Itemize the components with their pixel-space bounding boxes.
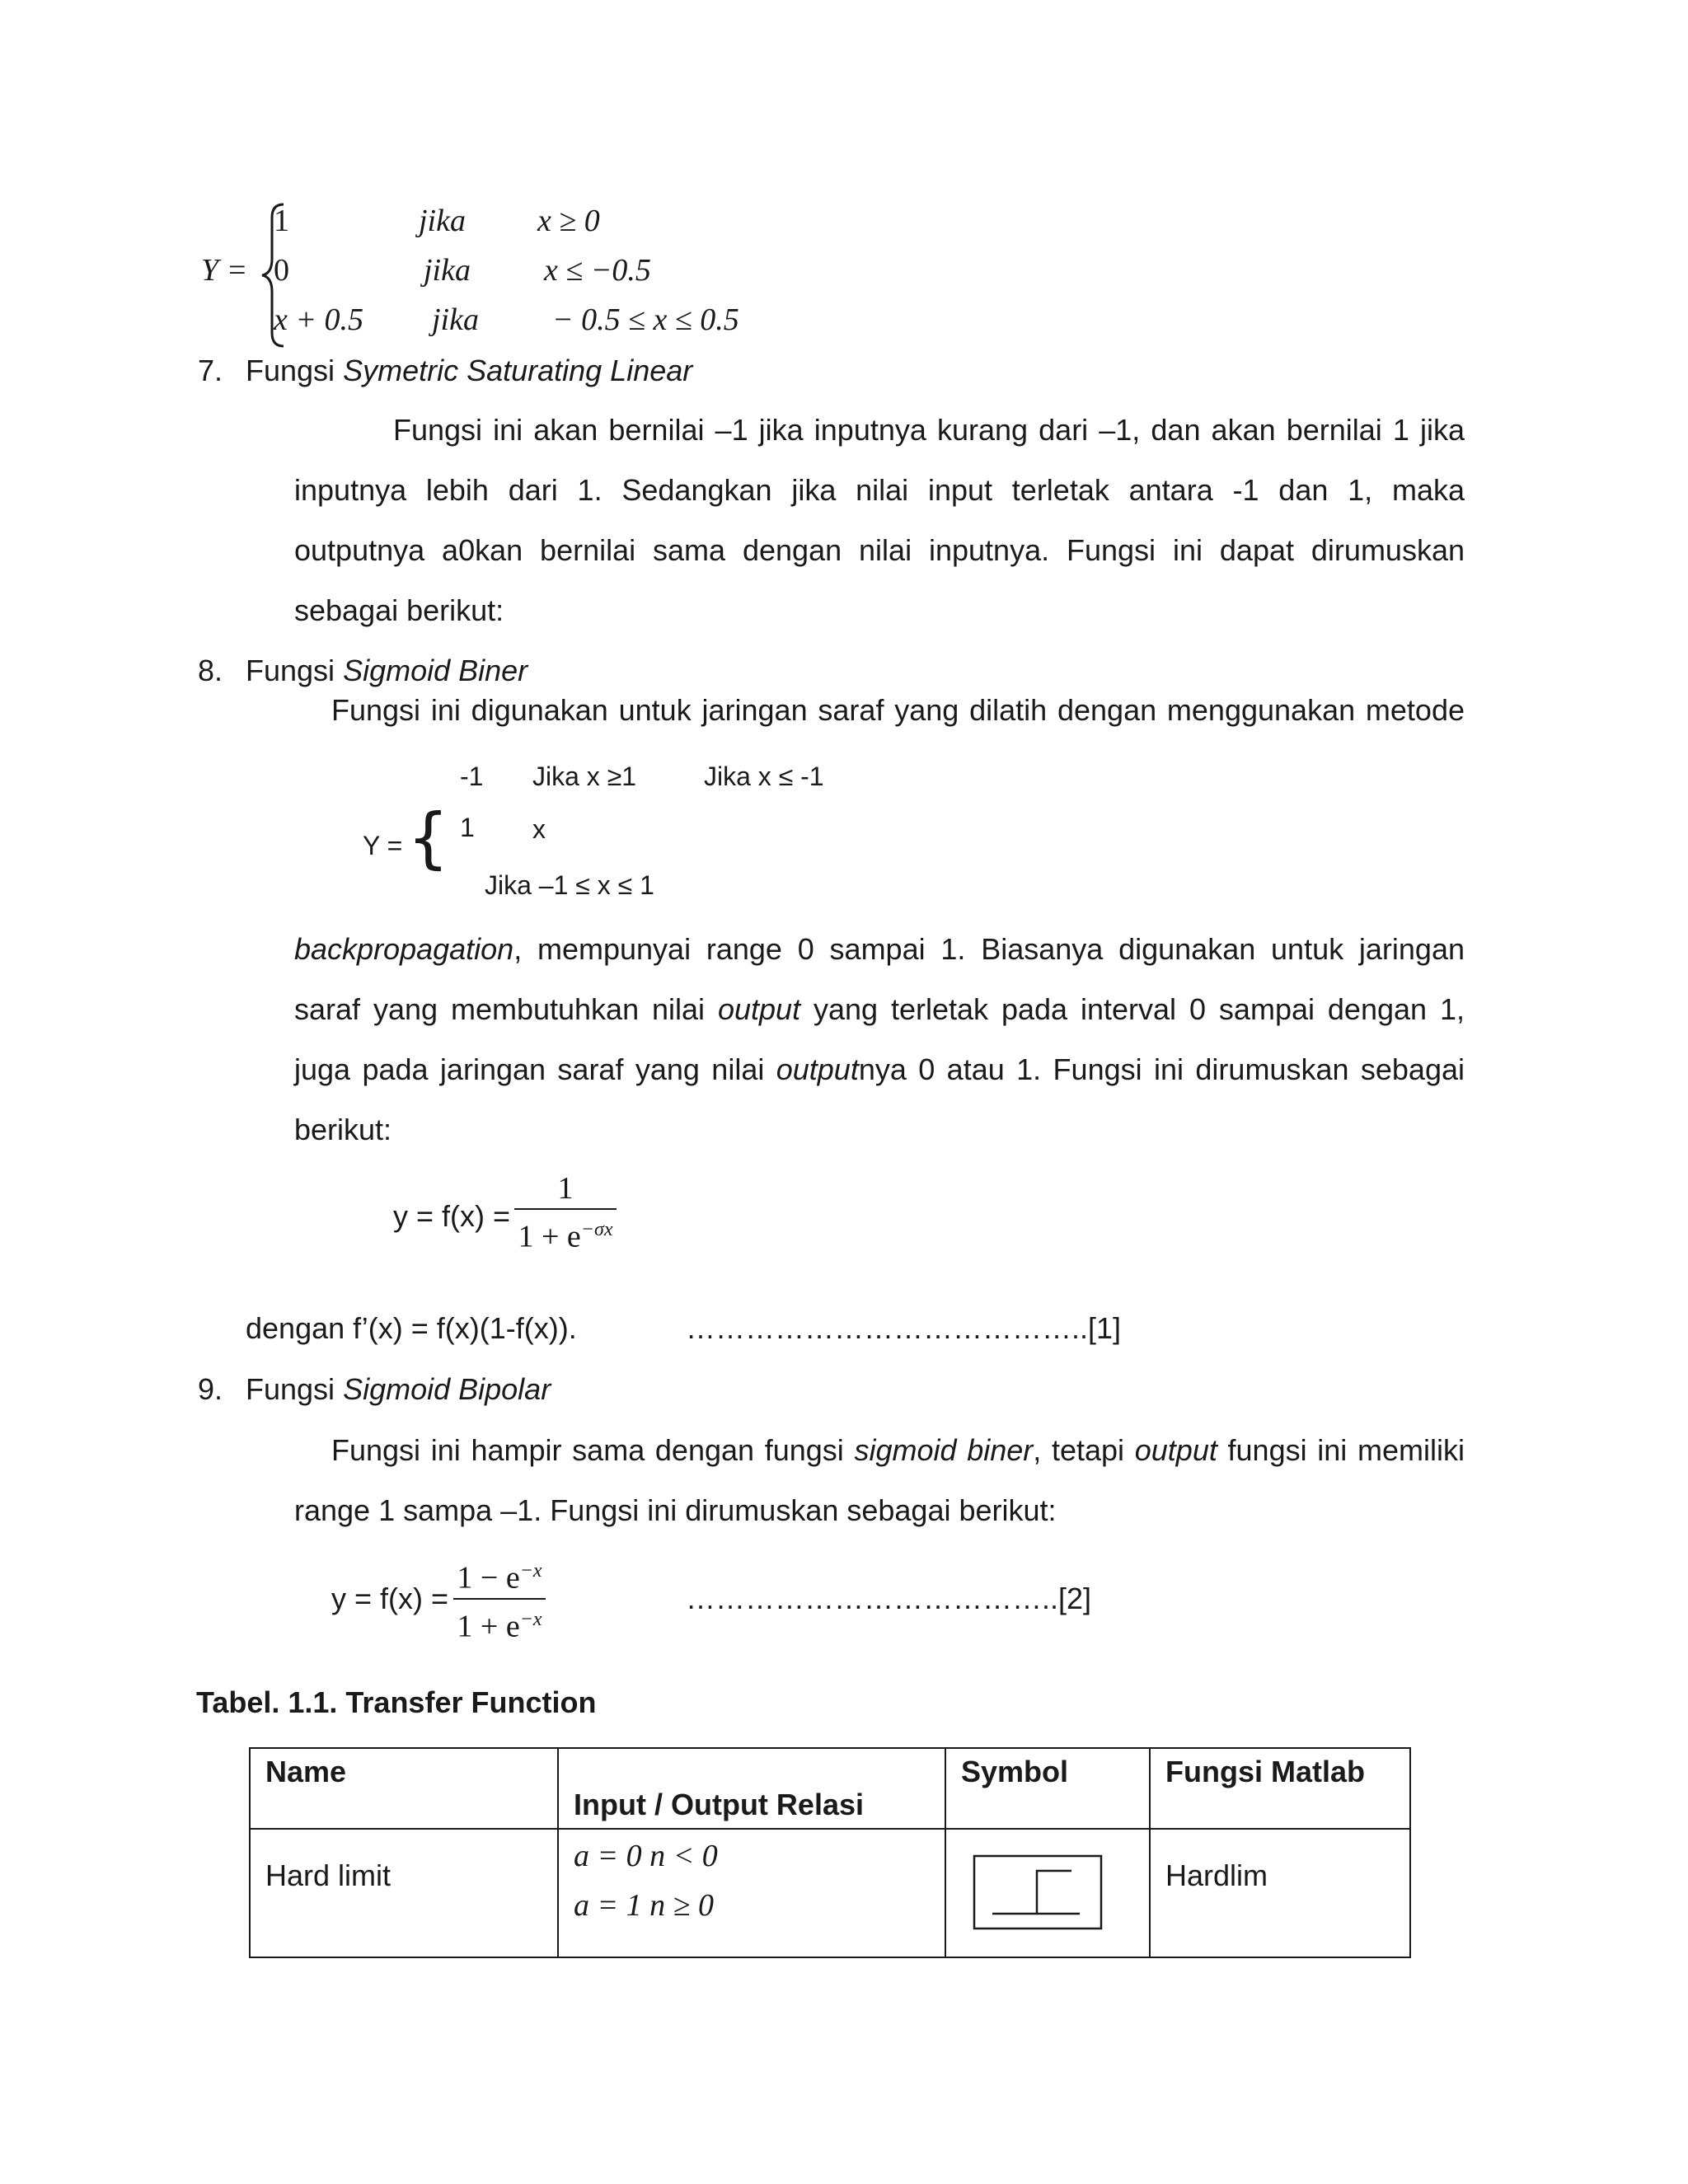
eq1-row3-value: x + 0.5: [274, 302, 364, 337]
eq1-row1-value: 1: [274, 204, 289, 238]
header-matlab: Fungsi Matlab: [1150, 1748, 1410, 1829]
header-symbol: Symbol: [945, 1748, 1150, 1829]
eq1-row3-word: jika: [432, 302, 479, 337]
eq1-row2-value: 0: [274, 253, 289, 288]
hard-limit-step-icon: [973, 1854, 1104, 1930]
table-caption: Tabel. 1.1. Transfer Function: [196, 1685, 597, 1719]
relasi-line1: a = 0 n < 0: [574, 1839, 718, 1873]
eq-sat-lhs: Y =: [363, 831, 403, 860]
item8-heading: Fungsi Sigmoid Biner: [246, 654, 528, 687]
eq-sat-brace: {: [407, 799, 449, 876]
formula2-numerator: $1 - e^{-x}$: [457, 1560, 542, 1596]
eq-sat-r1-cond2: Jika x ≤ -1: [704, 762, 824, 791]
table-header-row: [250, 1748, 1410, 1829]
eq1-row3-condition: − 0.5 ≤ x ≤ 0.5: [552, 302, 739, 337]
item9-number: 9.: [198, 1372, 223, 1406]
ref-2: ………………………………..[2]: [686, 1582, 1092, 1615]
header-name: Name: [250, 1748, 558, 1829]
formula1-numerator: 1: [557, 1171, 574, 1206]
eq-sat-r2-x: x: [532, 814, 546, 844]
eq1-row2-condition: x ≤ −0.5: [544, 253, 651, 288]
header-relasi: Input / Output Relasi: [558, 1748, 945, 1829]
item9-line1: Fungsi ini hampir sama dengan fungsi sigmoid biner, tetapi output fungsi ini memiliki: [331, 1433, 1465, 1467]
item8-line2: saraf yang membutuhkan nilai output yang terletak pada interval 0 sampai dengan 1,: [294, 992, 1465, 1026]
item7-line4: sebagai berikut:: [294, 593, 504, 627]
item8-line3: juga pada jaringan saraf yang nilai outputnya 0 atau 1. Fungsi ini dirumuskan sebagai: [294, 1052, 1465, 1086]
item7-line1: Fungsi ini akan bernilai –1 jika inputnya kurang dari –1, dan akan bernilai 1 jika: [393, 413, 1465, 447]
item7-heading: Fungsi Symetric Saturating Linear: [246, 354, 693, 387]
item9-line2: range 1 sampa –1. Fungsi ini dirumuskan sebagai berikut:: [294, 1493, 1057, 1527]
item7-line3: outputnya a0kan bernilai sama dengan nilai inputnya. Fungsi ini dapat dirumuskan: [294, 533, 1465, 567]
cell-matlab: Hardlim: [1150, 1829, 1410, 1957]
table-row: [250, 1829, 1410, 1957]
item7-line2: inputnya lebih dari 1. Sedangkan jika nilai input terletak antara -1 dan 1, maka: [294, 473, 1465, 507]
eq1-lhs: Y =: [201, 253, 248, 288]
eq1-row2-word: jika: [424, 253, 471, 288]
eq-sat-r1-value: -1: [460, 762, 484, 791]
formula1-fraction: [514, 1170, 617, 1255]
formula2-fraction: [453, 1553, 546, 1644]
item8-intro: Fungsi ini digunakan untuk jaringan saraf yang dilatih dengan menggunakan metode: [331, 693, 1465, 727]
relasi-line2: a = 1 n ≥ 0: [574, 1888, 714, 1923]
transfer-function-table: [249, 1747, 1411, 1958]
eq-sat-r1-cond: Jika x ≥1: [532, 762, 637, 791]
item8-number: 8.: [198, 654, 223, 687]
item8-line1: backpropagation, mempunyai range 0 sampai 1. Biasanya digunakan untuk jaringan: [294, 932, 1465, 966]
formula1-denominator: $1 + e^{-\sigma x}$: [518, 1219, 613, 1254]
formula2-denominator: $1 + e^{-x}$: [457, 1608, 542, 1644]
cell-name: Hard limit: [250, 1829, 558, 1957]
eq1-row1-condition: x ≥ 0: [537, 204, 600, 238]
item7-number: 7.: [198, 354, 223, 387]
ref-1: …………………………………..[1]: [686, 1311, 1122, 1345]
eq-sat-r3-cond: Jika –1 ≤ x ≤ 1: [485, 870, 654, 900]
formula1-lhs: y = f(x) =: [393, 1199, 511, 1233]
eq-sat-r2-value: 1: [460, 813, 475, 842]
cell-symbol: [945, 1829, 1150, 1957]
cell-relasi: [558, 1829, 945, 1957]
formula2-lhs: y = f(x) =: [331, 1582, 449, 1615]
eq1-row1-word: jika: [419, 204, 466, 238]
derivative-text: dengan f’(x) = f(x)(1-f(x)).: [246, 1311, 577, 1345]
item9-heading: Fungsi Sigmoid Bipolar: [246, 1372, 551, 1406]
item8-line4: berikut:: [294, 1113, 392, 1146]
